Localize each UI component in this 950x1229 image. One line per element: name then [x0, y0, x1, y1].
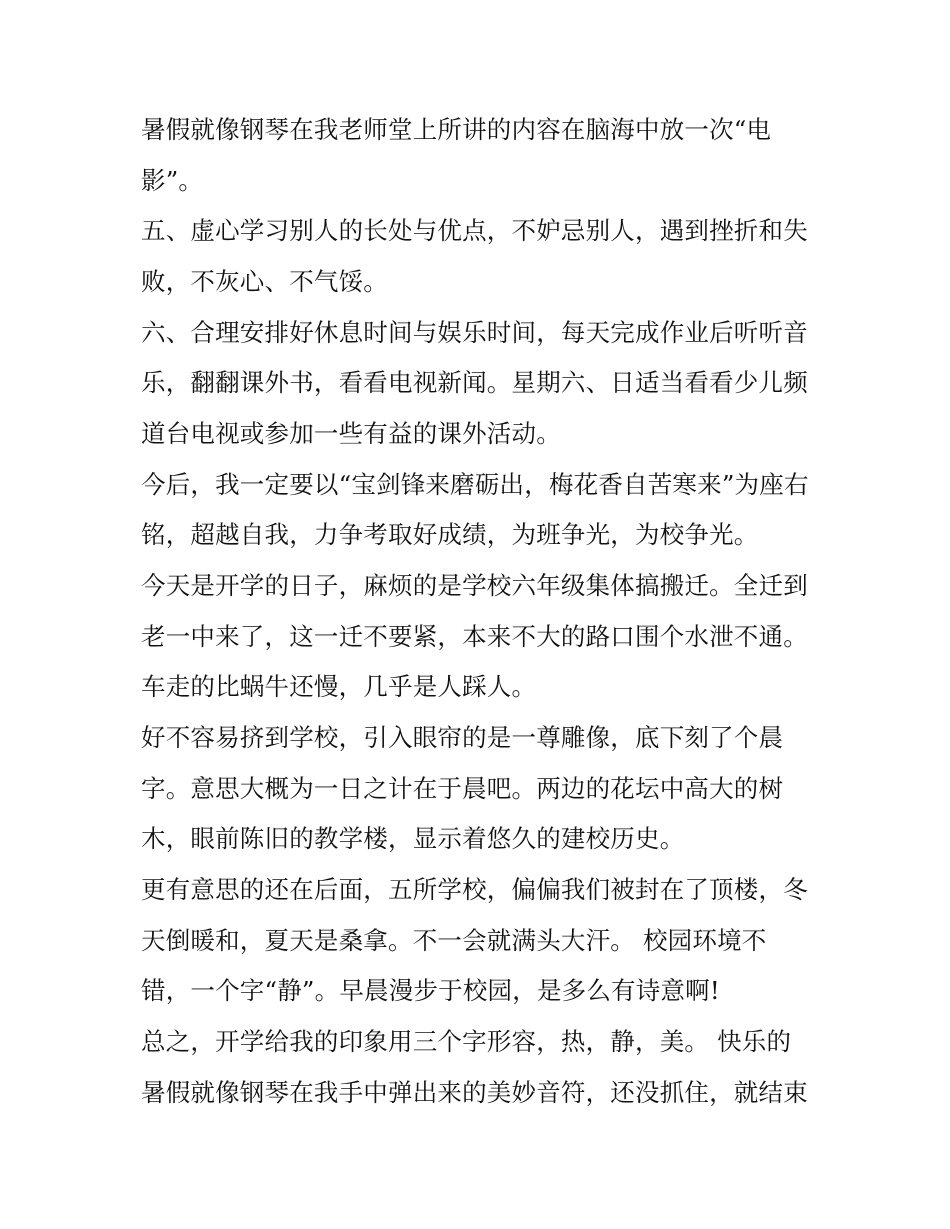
text-line: 木，眼前陈旧的教学楼，显示着悠久的建校历史。 [141, 824, 685, 853]
text-line: 乐，翻翻课外书，看看电视新闻。星期六、日适当看看少儿频 [141, 368, 808, 397]
text-line: 今天是开学的日子，麻烦的是学校六年级集体搞搬迁。全迁到 [141, 571, 808, 600]
text-line: 五、虚心学习别人的长处与优点，不妒忌别人，遇到挫折和失 [141, 216, 808, 245]
text-line: 更有意思的还在后面，五所学校，偏偏我们被封在了顶楼，冬 [141, 875, 808, 904]
text-line: 暑假就像钢琴在我老师堂上所讲的内容在脑海中放一次“电 [141, 115, 772, 144]
text-line: 道台电视或参加一些有益的课外活动。 [141, 419, 561, 448]
text-line: 老一中来了，这一迁不要紧，本来不大的路口围个水泄不通。 [141, 622, 808, 651]
text-line: 车走的比蜗牛还慢，几乎是人踩人。 [141, 672, 537, 701]
text-line: 错，一个字“静”。早晨漫步于校园，是多么有诗意啊! [141, 976, 720, 1005]
text-line: 六、合理安排好休息时间与娱乐时间，每天完成作业后听听音 [141, 318, 808, 347]
text-line: 暑假就像钢琴在我手中弹出来的美妙音符，还没抓住，就结束 [141, 1078, 808, 1107]
text-line: 总之，开学给我的印象用三个字形容，热，静，美。 快乐的 [141, 1027, 792, 1056]
text-line: 败，不灰心、不气馁。 [141, 267, 388, 296]
text-line: 影”。 [141, 166, 204, 195]
text-line: 好不容易挤到学校，引入眼帘的是一尊雕像，底下刻了个晨 [141, 723, 784, 752]
text-line: 天倒暖和，夏天是桑拿。不一会就满头大汗。 校园环境不 [141, 926, 767, 955]
text-line: 字。意思大概为一日之计在于晨吧。两边的花坛中高大的树 [141, 774, 784, 803]
text-line: 铭，超越自我，力争考取好成绩，为班争光，为校争光。 [141, 520, 759, 549]
text-line: 今后，我一定要以“宝剑锋来磨砺出，梅花香自苦寒来”为座右 [141, 470, 809, 499]
